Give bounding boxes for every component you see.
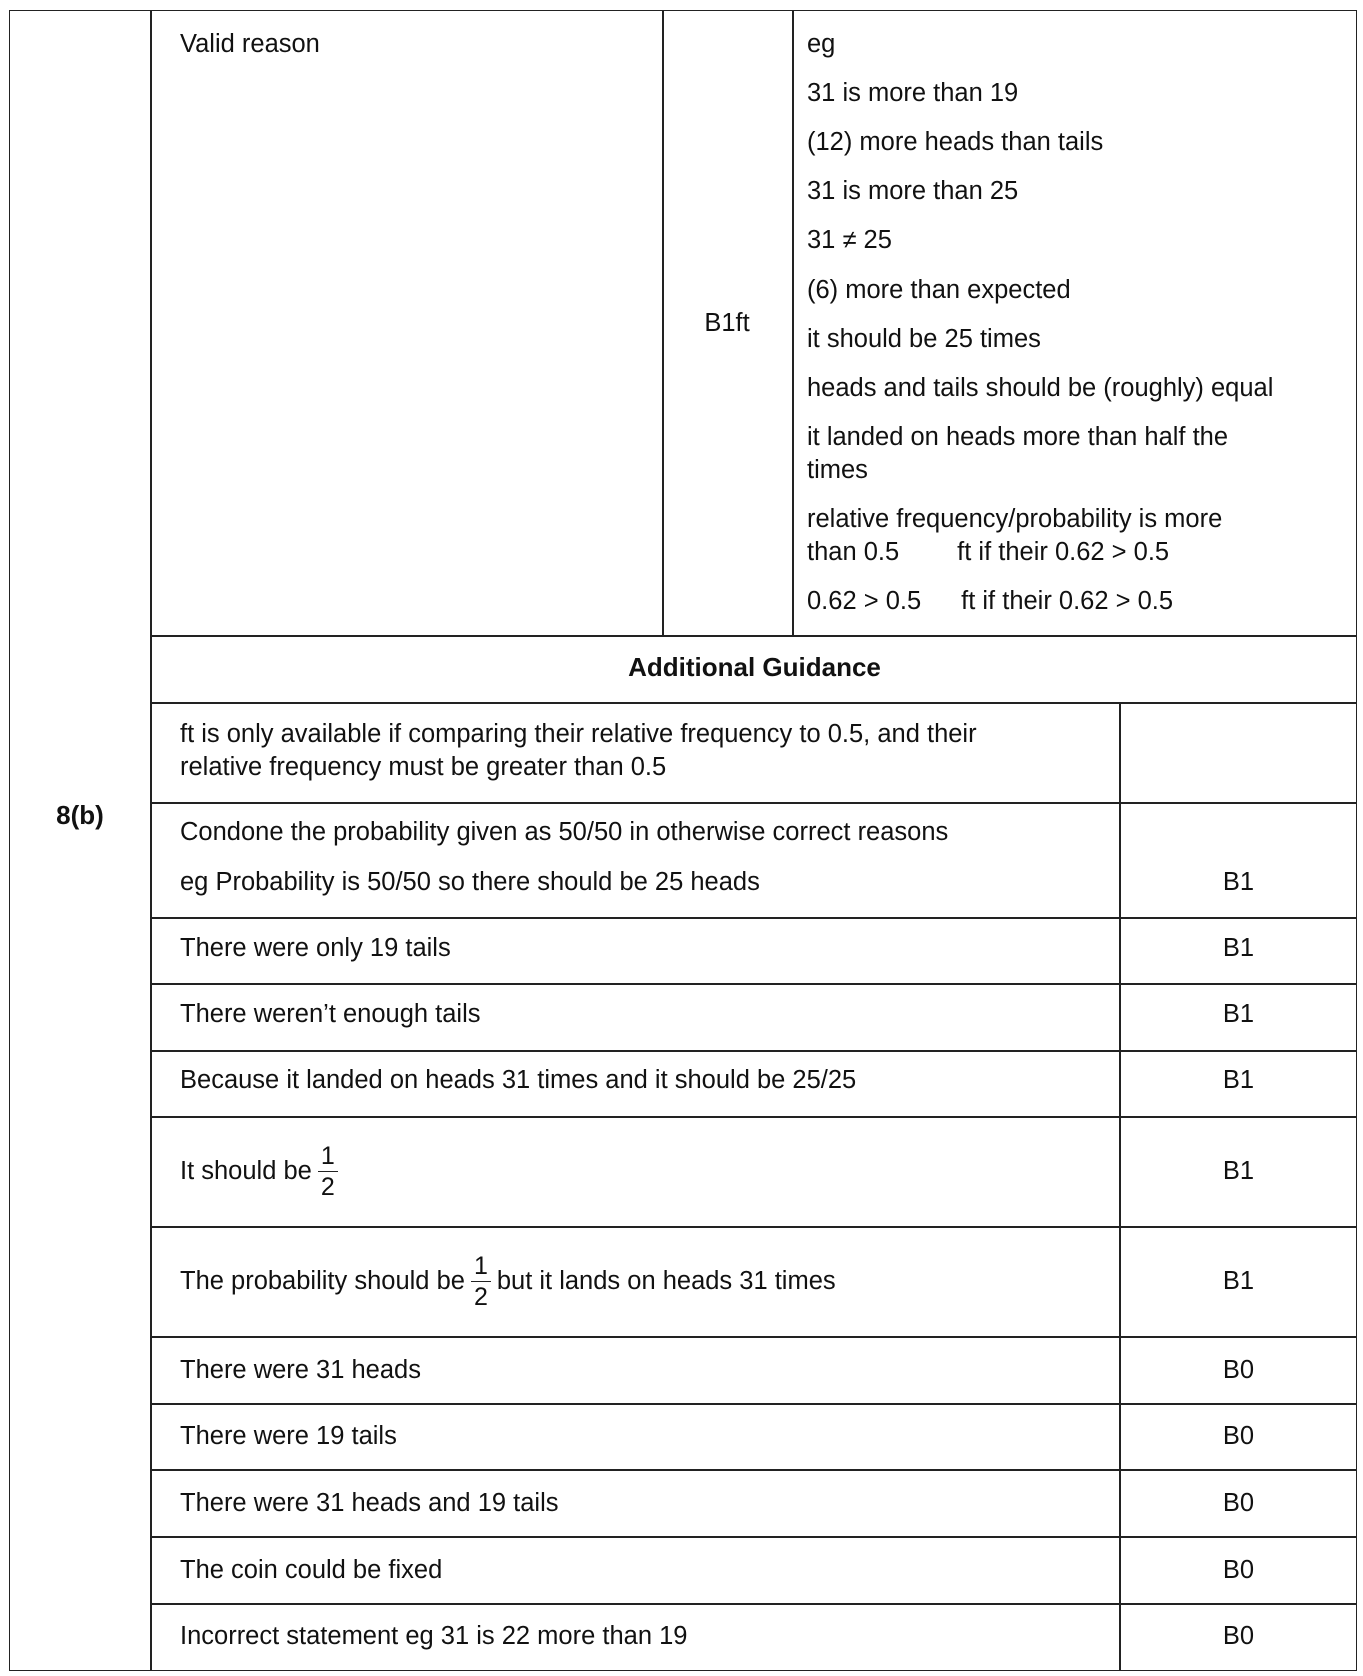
guidance-text-after: but it lands on heads 31 times	[496, 1267, 836, 1295]
row-divider	[150, 983, 1357, 985]
row-divider	[150, 1116, 1357, 1118]
row-divider	[150, 1469, 1357, 1471]
guidance-text: There were only 19 tails	[180, 934, 451, 962]
guidance-mark: B0	[1222, 1622, 1255, 1650]
row-divider	[150, 917, 1357, 919]
row-divider	[150, 702, 1357, 704]
guidance-mark: B0	[1222, 1489, 1255, 1517]
guidance-text-before: It should be	[180, 1157, 312, 1185]
guidance-mark: B1	[1222, 934, 1255, 962]
example-text: than 0.5	[807, 538, 900, 566]
example-line: 31 ≠ 25	[807, 226, 892, 254]
guidance-text: Condone the probability given as 50/50 in otherwise correct reasons	[180, 818, 949, 846]
example-line: 31 is more than 25	[807, 177, 1019, 205]
row-divider	[150, 802, 1357, 804]
guidance-text: ft is only available if comparing their relative frequency to 0.5, and their	[180, 720, 977, 748]
guidance-text: There were 31 heads	[180, 1356, 421, 1384]
guidance-text: There were 19 tails	[180, 1422, 397, 1450]
ft-condition: ft if their 0.62 > 0.5	[957, 538, 1170, 566]
guidance-mark: B1	[1222, 1066, 1255, 1094]
guidance-text-before: The probability should be	[180, 1267, 465, 1295]
guidance-text: Incorrect statement eg 31 is 22 more than 19	[180, 1622, 688, 1650]
answer-description: Valid reason	[180, 30, 320, 58]
row-divider	[150, 1403, 1357, 1405]
ft-condition: ft if their 0.62 > 0.5	[961, 587, 1174, 615]
fraction-numerator: 1	[318, 1141, 338, 1172]
row-divider	[150, 635, 1357, 637]
guidance-mark: B0	[1222, 1422, 1255, 1450]
guidance-text: Because it landed on heads 31 times and it should be 25/25	[180, 1066, 857, 1094]
example-text: 0.62 > 0.5	[807, 587, 922, 615]
answer-mark: B1ft	[704, 309, 750, 337]
guidance-heading: Additional Guidance	[628, 652, 881, 682]
guidance-text: The coin could be fixed	[180, 1556, 443, 1584]
fraction-numerator: 1	[471, 1251, 491, 1282]
guidance-mark: B0	[1222, 1356, 1255, 1384]
guidance-text: There weren’t enough tails	[180, 1000, 481, 1028]
row-divider	[150, 1226, 1357, 1228]
guidance-mark: B1	[1222, 1000, 1255, 1028]
guidance-mark: B1	[1222, 1267, 1255, 1295]
guidance-text: relative frequency must be greater than 0.5	[180, 753, 667, 781]
question-number: 8(b)	[56, 800, 104, 830]
example-line: (6) more than expected	[807, 276, 1071, 304]
example-line	[807, 584, 1173, 618]
column-divider	[150, 10, 152, 1671]
row-divider	[150, 1536, 1357, 1538]
fraction-half	[471, 1251, 491, 1312]
fraction-half	[318, 1141, 338, 1202]
fraction-denominator: 2	[320, 1172, 335, 1201]
guidance-mark: B1	[1222, 868, 1255, 896]
guidance-text	[180, 1245, 836, 1317]
row-divider	[150, 1050, 1357, 1052]
example-line: times	[807, 456, 868, 484]
example-line: 31 is more than 19	[807, 79, 1019, 107]
guidance-text: There were 31 heads and 19 tails	[180, 1489, 559, 1517]
example-line	[807, 535, 1169, 569]
guidance-mark: B1	[1222, 1157, 1255, 1185]
column-divider	[792, 10, 794, 636]
example-line: eg	[807, 30, 836, 58]
guidance-text: eg Probability is 50/50 so there should be 25 heads	[180, 868, 760, 896]
example-line: it should be 25 times	[807, 325, 1041, 353]
row-divider	[150, 1336, 1357, 1338]
example-line: it landed on heads more than half the	[807, 423, 1229, 451]
example-line: relative frequency/probability is more	[807, 505, 1223, 533]
example-line: heads and tails should be (roughly) equal	[807, 374, 1274, 402]
example-line: (12) more heads than tails	[807, 128, 1104, 156]
guidance-mark: B0	[1222, 1556, 1255, 1584]
guidance-text	[180, 1135, 344, 1207]
fraction-denominator: 2	[473, 1282, 488, 1311]
row-divider	[150, 1603, 1357, 1605]
